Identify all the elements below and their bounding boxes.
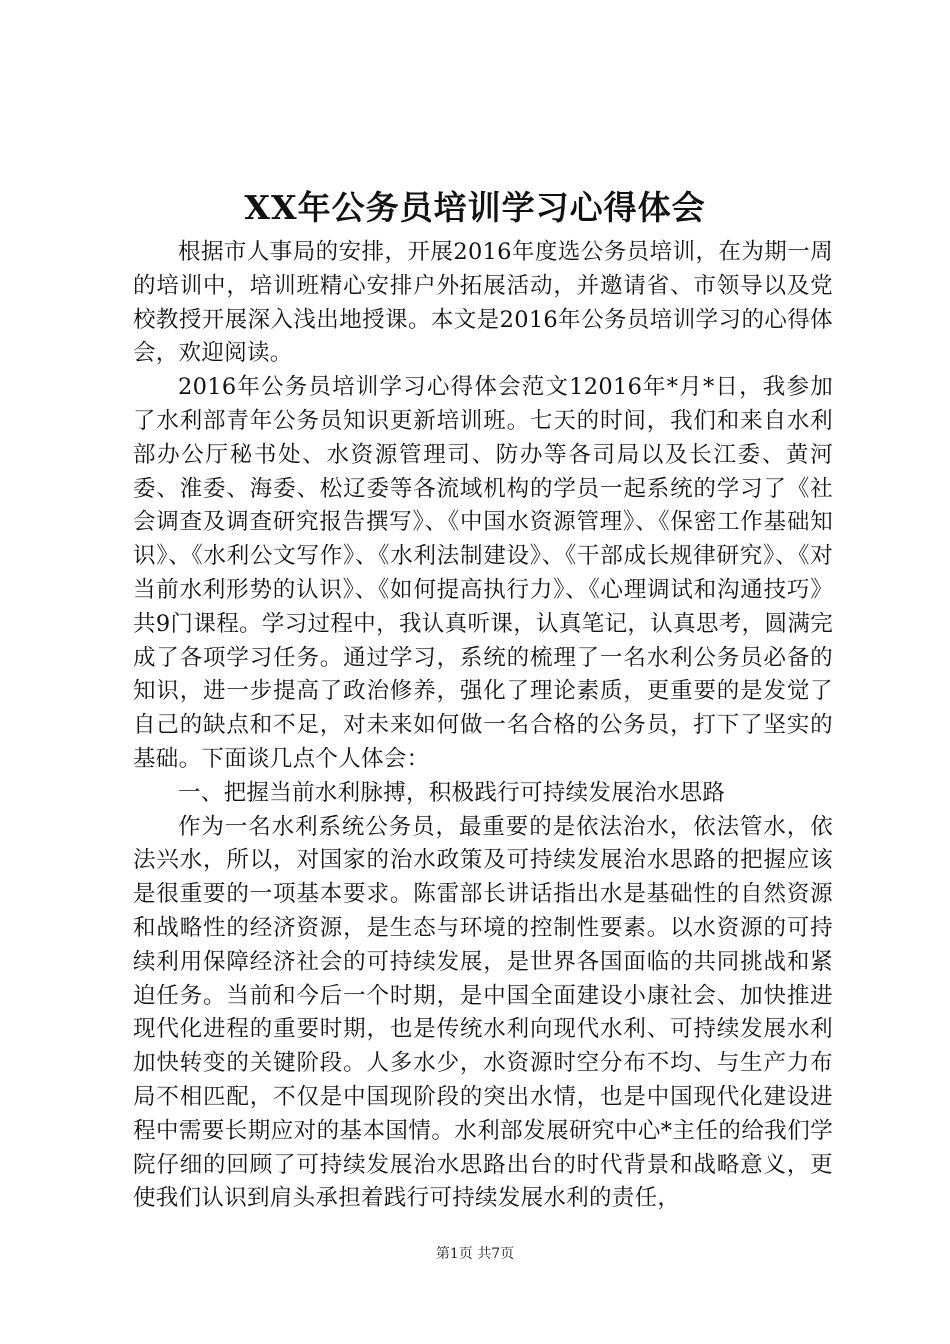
document-body: [133, 236, 833, 1216]
document-title: XX年公务员培训学习心得体会: [244, 188, 706, 227]
section-heading: 一、把握当前水利脉搏，积极践行可持续发展治水思路: [178, 779, 726, 806]
page-number-footer: 第1页 共7页: [435, 1246, 515, 1262]
paragraph-essay: 2016年公务员培训学习心得体会范文12016年*月*日，我参加了水利部青年公务员知识更新培训班。七天的时间，我们和来自水利部办公厅秘书处、水资源管理司、防办等各司局以及长江委、黄河委、淮委、海委、松辽委等各流域机构的学员一起系统的学习了《社会调查及调查研究报告撰写》、《中国水资源管理》、《保密工作基础知识》、《水利公文写作》、《水利法制建设》、《干部成长规律研究》、《对当前水利形势的认识》、《如何提高执行力》、《心理调试和沟通技巧》共9门课程。学习过程中，我认真听课，认真笔记，认真思考，圆满完成了各项学习任务。通过学习，系统的梳理了一名水利公务员必备的知识，进一步提高了政治修养，强化了理论素质，更重要的是发觉了自己的缺点和不足，对未来如何做一名合格的公务员，打下了坚实的基础。下面谈几点个人体会：: [133, 374, 833, 772]
paragraph-section-one: 作为一名水利系统公务员，最重要的是依法治水，依法管水，依法兴水，所以，对国家的治水政策及可持续发展治水思路的把握应该是很重要的一项基本要求。陈雷部长讲话指出水是基础性的自然资源和战略性的经济资源，是生态与环境的控制性要素。以水资源的可持续利用保障经济社会的可持续发展，是世界各国面临的共同挑战和紧迫任务。当前和今后一个时期，是中国全面建设小康社会、加快推进现代化进程的重要时期，也是传统水利向现代水利、可持续发展水利加快转变的关键阶段。人多水少，水资源时空分布不均、与生产力布局不相匹配，不仅是中国现阶段的突出水情，也是中国现代化建设进程中需要长期应对的基本国情。水利部发展研究中心*主任的给我们学院仔细的回顾了可持续发展治水思路出台的时代背景和战略意义，更使我们认识到肩头承担着践行可持续发展水利的责任，: [133, 813, 833, 1212]
paragraph-intro: 根据市人事局的安排，开展2016年度选公务员培训，在为期一周的培训中，培训班精心安排户外拓展活动，并邀请省、市领导以及党校教授开展深入浅出地授课。本文是2016年公务员培训学习的心得体会，欢迎阅读。: [133, 239, 833, 367]
